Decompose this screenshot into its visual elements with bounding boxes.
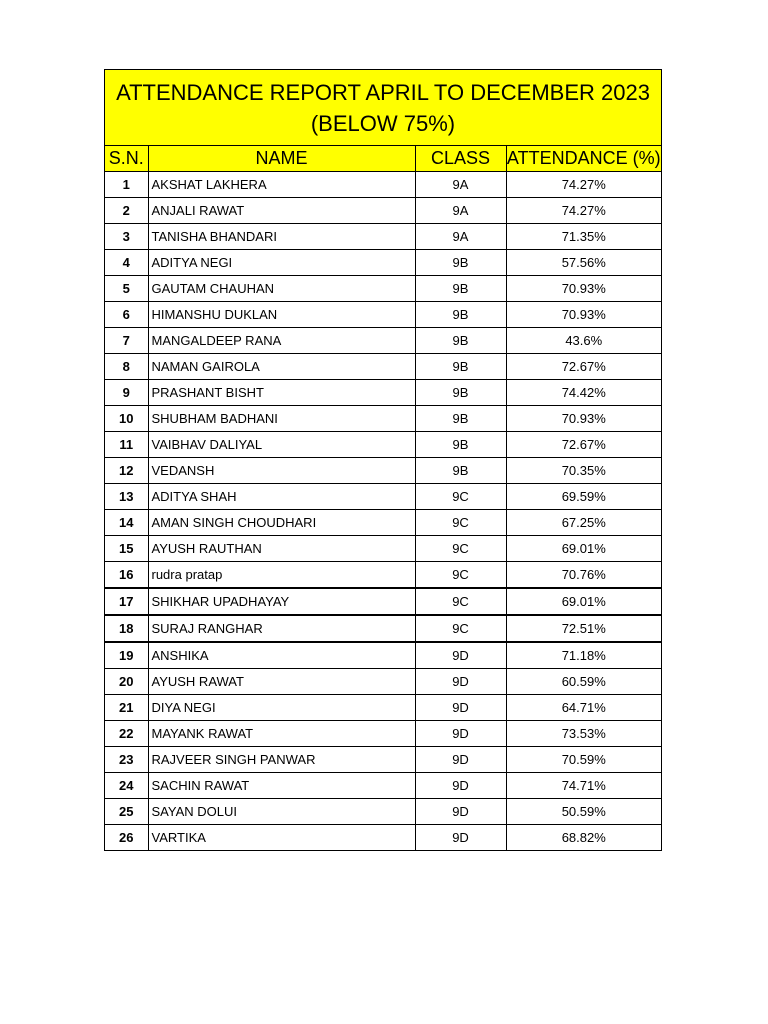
table-row bbox=[105, 250, 661, 276]
cell-name: PRASHANT BISHT bbox=[148, 380, 415, 406]
cell-attendance: 70.93% bbox=[506, 276, 661, 302]
cell-name: rudra pratap bbox=[148, 562, 415, 589]
cell-class: 9A bbox=[415, 198, 506, 224]
cell-sn: 11 bbox=[105, 432, 148, 458]
table-row bbox=[105, 198, 661, 224]
table-row bbox=[105, 669, 661, 695]
cell-sn: 20 bbox=[105, 669, 148, 695]
cell-class: 9D bbox=[415, 825, 506, 851]
cell-class: 9D bbox=[415, 695, 506, 721]
cell-class: 9D bbox=[415, 773, 506, 799]
table-row bbox=[105, 642, 661, 669]
attendance-table bbox=[105, 146, 661, 850]
cell-sn: 24 bbox=[105, 773, 148, 799]
cell-sn: 14 bbox=[105, 510, 148, 536]
cell-attendance: 70.59% bbox=[506, 747, 661, 773]
cell-class: 9B bbox=[415, 250, 506, 276]
table-row bbox=[105, 825, 661, 851]
cell-sn: 19 bbox=[105, 642, 148, 669]
cell-class: 9D bbox=[415, 747, 506, 773]
table-row bbox=[105, 302, 661, 328]
cell-class: 9B bbox=[415, 354, 506, 380]
table-header bbox=[105, 146, 661, 172]
cell-attendance: 70.93% bbox=[506, 302, 661, 328]
cell-sn: 15 bbox=[105, 536, 148, 562]
cell-class: 9B bbox=[415, 458, 506, 484]
cell-attendance: 74.27% bbox=[506, 172, 661, 198]
cell-attendance: 64.71% bbox=[506, 695, 661, 721]
cell-attendance: 68.82% bbox=[506, 825, 661, 851]
cell-attendance: 74.71% bbox=[506, 773, 661, 799]
header-class: CLASS bbox=[415, 146, 506, 172]
header-row bbox=[105, 146, 661, 172]
attendance-report-sheet bbox=[104, 69, 662, 851]
report-title-block bbox=[105, 70, 661, 146]
cell-name: ADITYA NEGI bbox=[148, 250, 415, 276]
table-row bbox=[105, 773, 661, 799]
cell-sn: 26 bbox=[105, 825, 148, 851]
cell-attendance: 43.6% bbox=[506, 328, 661, 354]
cell-class: 9B bbox=[415, 302, 506, 328]
cell-sn: 7 bbox=[105, 328, 148, 354]
cell-sn: 5 bbox=[105, 276, 148, 302]
cell-name: AMAN SINGH CHOUDHARI bbox=[148, 510, 415, 536]
cell-name: TANISHA BHANDARI bbox=[148, 224, 415, 250]
table-row bbox=[105, 458, 661, 484]
header-name: NAME bbox=[148, 146, 415, 172]
cell-class: 9B bbox=[415, 380, 506, 406]
header-sn: S.N. bbox=[105, 146, 148, 172]
cell-name: NAMAN GAIROLA bbox=[148, 354, 415, 380]
cell-sn: 10 bbox=[105, 406, 148, 432]
cell-attendance: 74.27% bbox=[506, 198, 661, 224]
table-row bbox=[105, 510, 661, 536]
cell-attendance: 69.01% bbox=[506, 588, 661, 615]
cell-class: 9C bbox=[415, 562, 506, 589]
report-subtitle: (BELOW 75%) bbox=[310, 110, 456, 136]
cell-sn: 1 bbox=[105, 172, 148, 198]
cell-sn: 8 bbox=[105, 354, 148, 380]
table-body bbox=[105, 172, 661, 851]
table-row bbox=[105, 562, 661, 589]
cell-class: 9B bbox=[415, 328, 506, 354]
cell-sn: 12 bbox=[105, 458, 148, 484]
cell-attendance: 67.25% bbox=[506, 510, 661, 536]
cell-name: VEDANSH bbox=[148, 458, 415, 484]
cell-name: HIMANSHU DUKLAN bbox=[148, 302, 415, 328]
table-row bbox=[105, 224, 661, 250]
cell-class: 9A bbox=[415, 172, 506, 198]
table-row bbox=[105, 432, 661, 458]
cell-sn: 22 bbox=[105, 721, 148, 747]
cell-name: SACHIN RAWAT bbox=[148, 773, 415, 799]
cell-sn: 23 bbox=[105, 747, 148, 773]
cell-name: VARTIKA bbox=[148, 825, 415, 851]
cell-sn: 2 bbox=[105, 198, 148, 224]
cell-class: 9C bbox=[415, 536, 506, 562]
table-row bbox=[105, 276, 661, 302]
table-row bbox=[105, 172, 661, 198]
cell-attendance: 69.59% bbox=[506, 484, 661, 510]
cell-class: 9D bbox=[415, 721, 506, 747]
cell-class: 9C bbox=[415, 484, 506, 510]
cell-attendance: 72.51% bbox=[506, 615, 661, 642]
cell-attendance: 60.59% bbox=[506, 669, 661, 695]
cell-name: MAYANK RAWAT bbox=[148, 721, 415, 747]
cell-class: 9B bbox=[415, 276, 506, 302]
cell-sn: 13 bbox=[105, 484, 148, 510]
cell-attendance: 72.67% bbox=[506, 432, 661, 458]
table-row bbox=[105, 695, 661, 721]
cell-name: MANGALDEEP RANA bbox=[148, 328, 415, 354]
table-row bbox=[105, 536, 661, 562]
cell-attendance: 70.93% bbox=[506, 406, 661, 432]
cell-name: DIYA NEGI bbox=[148, 695, 415, 721]
cell-name: ADITYA SHAH bbox=[148, 484, 415, 510]
cell-sn: 17 bbox=[105, 588, 148, 615]
cell-class: 9D bbox=[415, 642, 506, 669]
cell-attendance: 70.35% bbox=[506, 458, 661, 484]
cell-class: 9C bbox=[415, 510, 506, 536]
cell-sn: 6 bbox=[105, 302, 148, 328]
cell-sn: 16 bbox=[105, 562, 148, 589]
cell-name: VAIBHAV DALIYAL bbox=[148, 432, 415, 458]
cell-name: RAJVEER SINGH PANWAR bbox=[148, 747, 415, 773]
cell-attendance: 72.67% bbox=[506, 354, 661, 380]
table-row bbox=[105, 354, 661, 380]
cell-name: ANJALI RAWAT bbox=[148, 198, 415, 224]
cell-attendance: 69.01% bbox=[506, 536, 661, 562]
cell-name: AYUSH RAUTHAN bbox=[148, 536, 415, 562]
table-row bbox=[105, 588, 661, 615]
cell-sn: 25 bbox=[105, 799, 148, 825]
cell-attendance: 71.18% bbox=[506, 642, 661, 669]
cell-attendance: 57.56% bbox=[506, 250, 661, 276]
header-attendance: ATTENDANCE (%) bbox=[506, 146, 661, 172]
cell-sn: 18 bbox=[105, 615, 148, 642]
cell-name: SHIKHAR UPADHAYAY bbox=[148, 588, 415, 615]
cell-attendance: 70.76% bbox=[506, 562, 661, 589]
table-row bbox=[105, 615, 661, 642]
cell-name: ANSHIKA bbox=[148, 642, 415, 669]
cell-class: 9B bbox=[415, 406, 506, 432]
cell-class: 9C bbox=[415, 588, 506, 615]
cell-sn: 9 bbox=[105, 380, 148, 406]
cell-sn: 21 bbox=[105, 695, 148, 721]
cell-name: SURAJ RANGHAR bbox=[148, 615, 415, 642]
table-row bbox=[105, 747, 661, 773]
cell-attendance: 50.59% bbox=[506, 799, 661, 825]
cell-name: GAUTAM CHAUHAN bbox=[148, 276, 415, 302]
cell-attendance: 73.53% bbox=[506, 721, 661, 747]
table-row bbox=[105, 484, 661, 510]
cell-class: 9D bbox=[415, 799, 506, 825]
cell-name: AYUSH RAWAT bbox=[148, 669, 415, 695]
table-row bbox=[105, 799, 661, 825]
cell-class: 9D bbox=[415, 669, 506, 695]
cell-sn: 4 bbox=[105, 250, 148, 276]
cell-name: SAYAN DOLUI bbox=[148, 799, 415, 825]
cell-name: AKSHAT LAKHERA bbox=[148, 172, 415, 198]
cell-attendance: 74.42% bbox=[506, 380, 661, 406]
report-title: ATTENDANCE REPORT APRIL TO DECEMBER 2023 bbox=[116, 79, 650, 105]
cell-class: 9B bbox=[415, 432, 506, 458]
cell-name: SHUBHAM BADHANI bbox=[148, 406, 415, 432]
table-row bbox=[105, 380, 661, 406]
cell-class: 9C bbox=[415, 615, 506, 642]
table-row bbox=[105, 328, 661, 354]
table-row bbox=[105, 406, 661, 432]
cell-sn: 3 bbox=[105, 224, 148, 250]
cell-class: 9A bbox=[415, 224, 506, 250]
cell-attendance: 71.35% bbox=[506, 224, 661, 250]
table-row bbox=[105, 721, 661, 747]
